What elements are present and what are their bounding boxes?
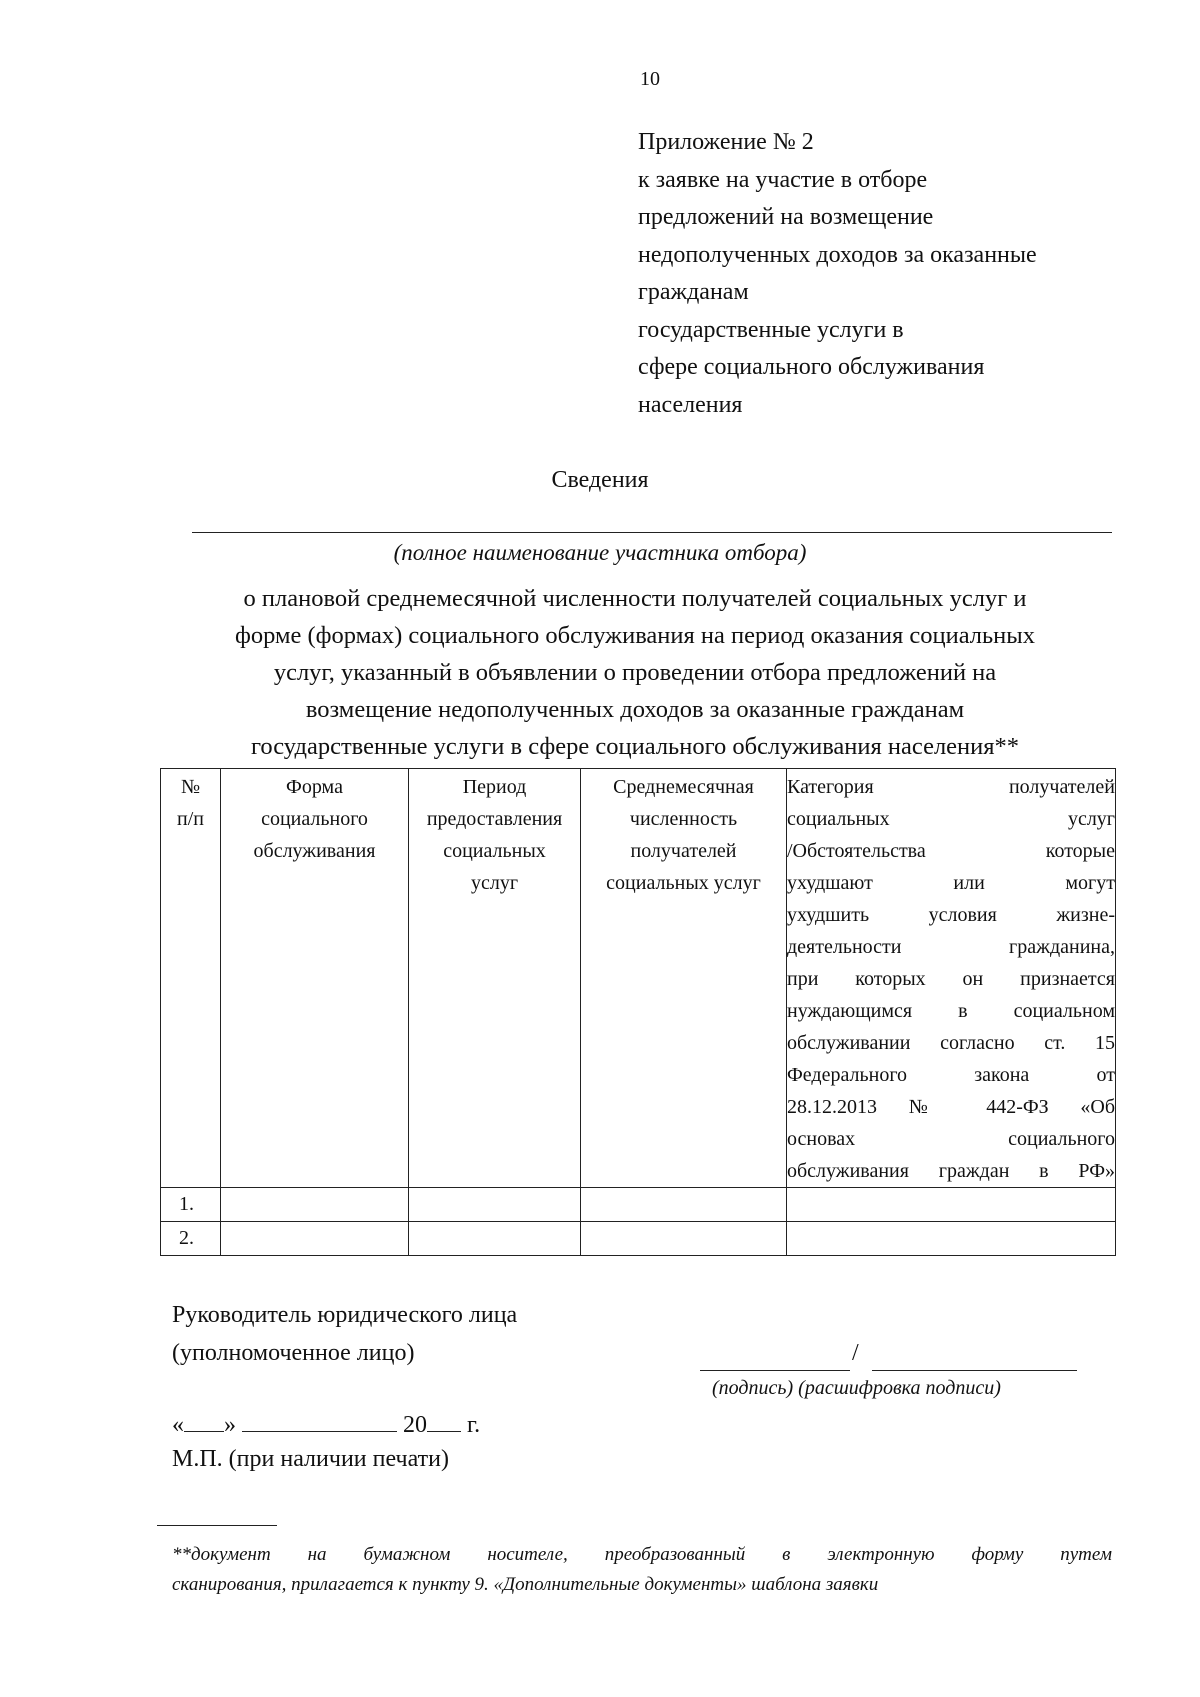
header-period: Период предоставления социальных услуг [409, 769, 581, 1188]
appendix-heading [638, 124, 1158, 424]
signatory-line: (уполномоченное лицо) [172, 1340, 415, 1366]
date-line [172, 1405, 480, 1439]
footnote [172, 1540, 1112, 1600]
table-cell [787, 1188, 1116, 1222]
footnote-divider [157, 1525, 277, 1526]
description-line: государственные услуги в сфере социального обслуживания населения** [250, 733, 1020, 760]
table-cell [787, 1222, 1116, 1256]
table-header-row [161, 769, 1116, 1188]
footnote-line: **документ на бумажном носителе, преобразованный в электронную форму путем [172, 1544, 1112, 1565]
appendix-line: предложений на возмещение [638, 204, 934, 230]
table-row [161, 1222, 1116, 1256]
description-line: услуг, указанный в объявлении о проведении отбора предложений на [273, 659, 997, 686]
table-cell [409, 1188, 581, 1222]
description-line: о плановой среднемесячной численности получателей социальных услуг и [243, 585, 1027, 612]
table-cell [581, 1222, 787, 1256]
header-recipient-category: Категория получателей социальных услуг /Обстоятельства которые ухудшают или могут ухудшить условия жизне- деятельности гражданина, при которых он признается нуждающимся в социальном обслуживании согласно ст. 15 Федерального закона от 28.12.2013 № 442-ФЗ «Об основах социального обслуживания граждан в РФ» [787, 769, 1116, 1188]
appendix-line: Приложение № 2 [638, 129, 814, 155]
table-cell [581, 1188, 787, 1222]
signatory-label [172, 1296, 517, 1372]
table-cell [221, 1188, 409, 1222]
year-blank [427, 1405, 461, 1432]
appendix-line: недополученных доходов за оказанные [638, 241, 1037, 268]
participant-name-caption: (полное наименование участника отбора) [393, 540, 807, 565]
month-blank [242, 1405, 397, 1432]
footnote-line: сканирования, прилагается к пункту 9. «Дополнительные документы» шаблона заявки [172, 1574, 879, 1595]
stamp-note: М.П. (при наличии печати) [172, 1446, 449, 1472]
header-average-count: Среднемесячная численность получателей социальных услуг [581, 769, 787, 1188]
appendix-line: сфере социального обслуживания [638, 354, 985, 380]
participant-name-line [192, 532, 1112, 533]
signature-slash: / [852, 1340, 859, 1366]
header-number: № п/п [161, 769, 221, 1188]
signature-line [700, 1370, 850, 1371]
year-prefix: 20 [403, 1412, 427, 1438]
table-cell [221, 1222, 409, 1256]
signatory-line: Руководитель юридического лица [172, 1302, 518, 1328]
document-description [170, 580, 1100, 765]
table-cell [409, 1222, 581, 1256]
day-blank [184, 1405, 224, 1432]
appendix-line: населения [638, 391, 743, 418]
signature-decryption-line [872, 1370, 1077, 1371]
row-number: 2. [161, 1222, 221, 1256]
document-title: Сведения [551, 467, 649, 493]
appendix-line: к заявке на участие в отборе [638, 166, 928, 193]
row-number: 1. [161, 1188, 221, 1222]
header-service-form: Форма социального обслуживания [221, 769, 409, 1188]
page-number: 10 [640, 68, 660, 90]
date-open-quote: « [172, 1412, 184, 1438]
table-row [161, 1188, 1116, 1222]
appendix-line: гражданам [638, 279, 749, 305]
description-line: возмещение недополученных доходов за оказанные гражданам [305, 696, 965, 723]
date-close-quote: » [224, 1412, 236, 1438]
description-line: форме (формах) социального обслуживания на период оказания социальных [234, 622, 1036, 649]
year-suffix: г. [467, 1412, 481, 1438]
appendix-line: государственные услуги в [638, 316, 904, 343]
signature-caption: (подпись) (расшифровка подписи) [712, 1377, 1001, 1399]
recipients-table [160, 768, 1116, 1256]
